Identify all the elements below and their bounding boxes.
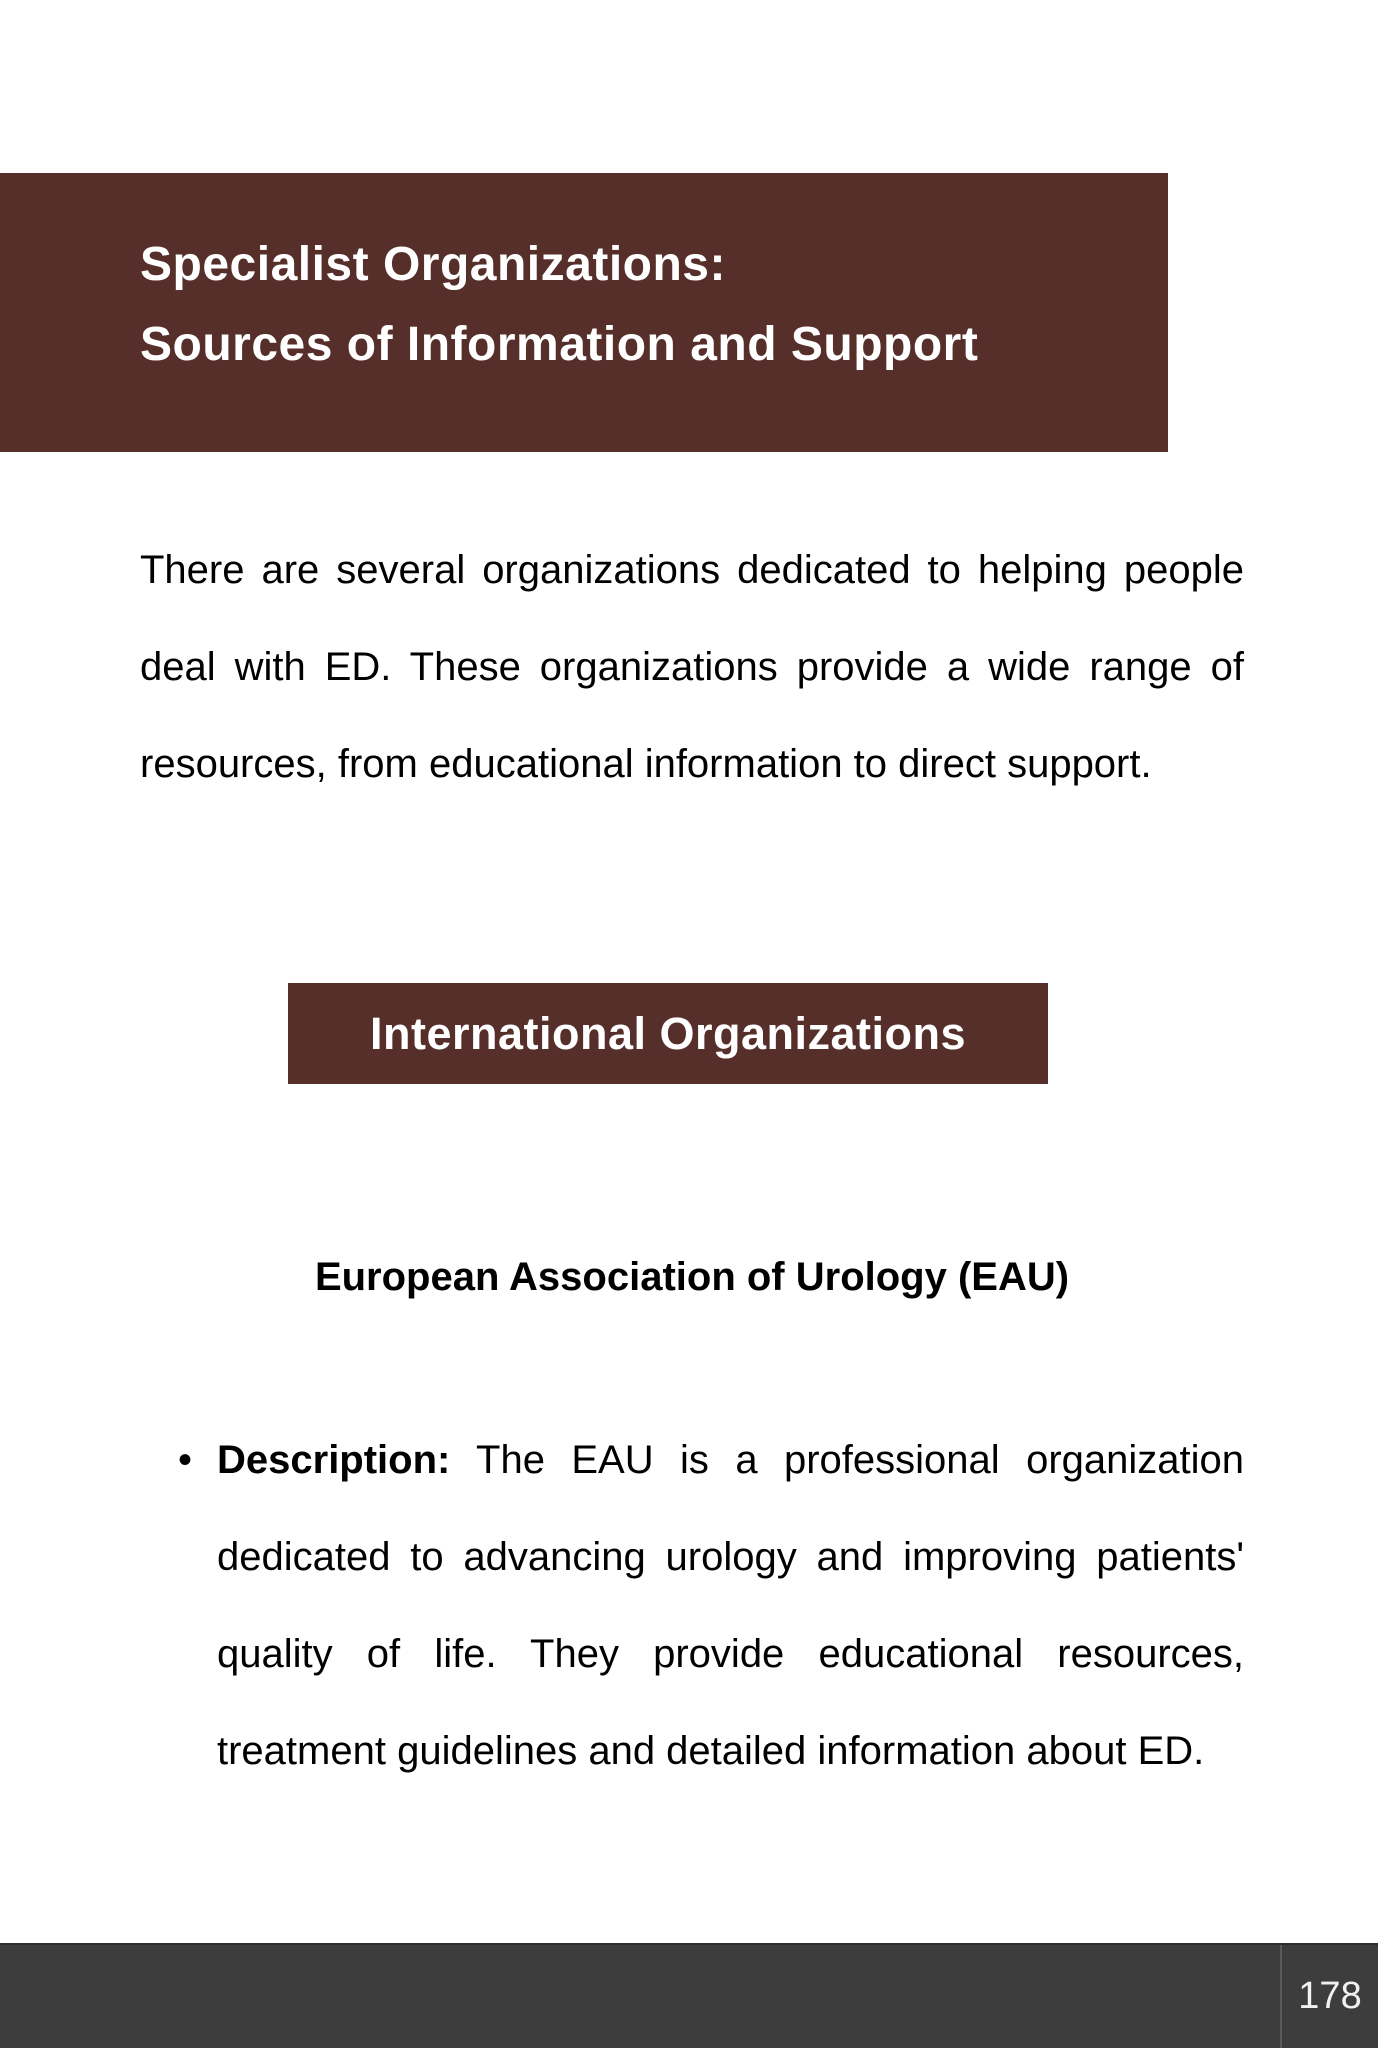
bullet-marker: •: [178, 1438, 193, 1482]
page-number: 178: [1298, 1975, 1362, 2017]
bullet-body: [217, 1412, 1244, 1800]
section-banner: [288, 983, 1048, 1084]
section-banner-label: International Organizations: [369, 1007, 967, 1059]
chapter-title-line-2: Sources of Information and Support: [140, 318, 979, 371]
chapter-title-line-1: Specialist Organizations:: [140, 238, 726, 291]
bullet-label: Description:: [217, 1438, 451, 1482]
bullet-item-description: [172, 1412, 1244, 1800]
bullet-text: The EAU is a professional organization dedicated to advancing urology and improving patients' quality of life. They provide educational resources, treatment guidelines and detailed information about ED.: [217, 1438, 1245, 1773]
footer-bar: [0, 1943, 1378, 2048]
subsection-heading: European Association of Urology (EAU): [314, 1255, 1070, 1299]
chapter-title-banner: [0, 173, 1168, 452]
intro-paragraph: There are several organizations dedicated to helping people deal with ED. These organizations provide a wide range of resources, from educational information to direct support.: [140, 548, 1244, 786]
